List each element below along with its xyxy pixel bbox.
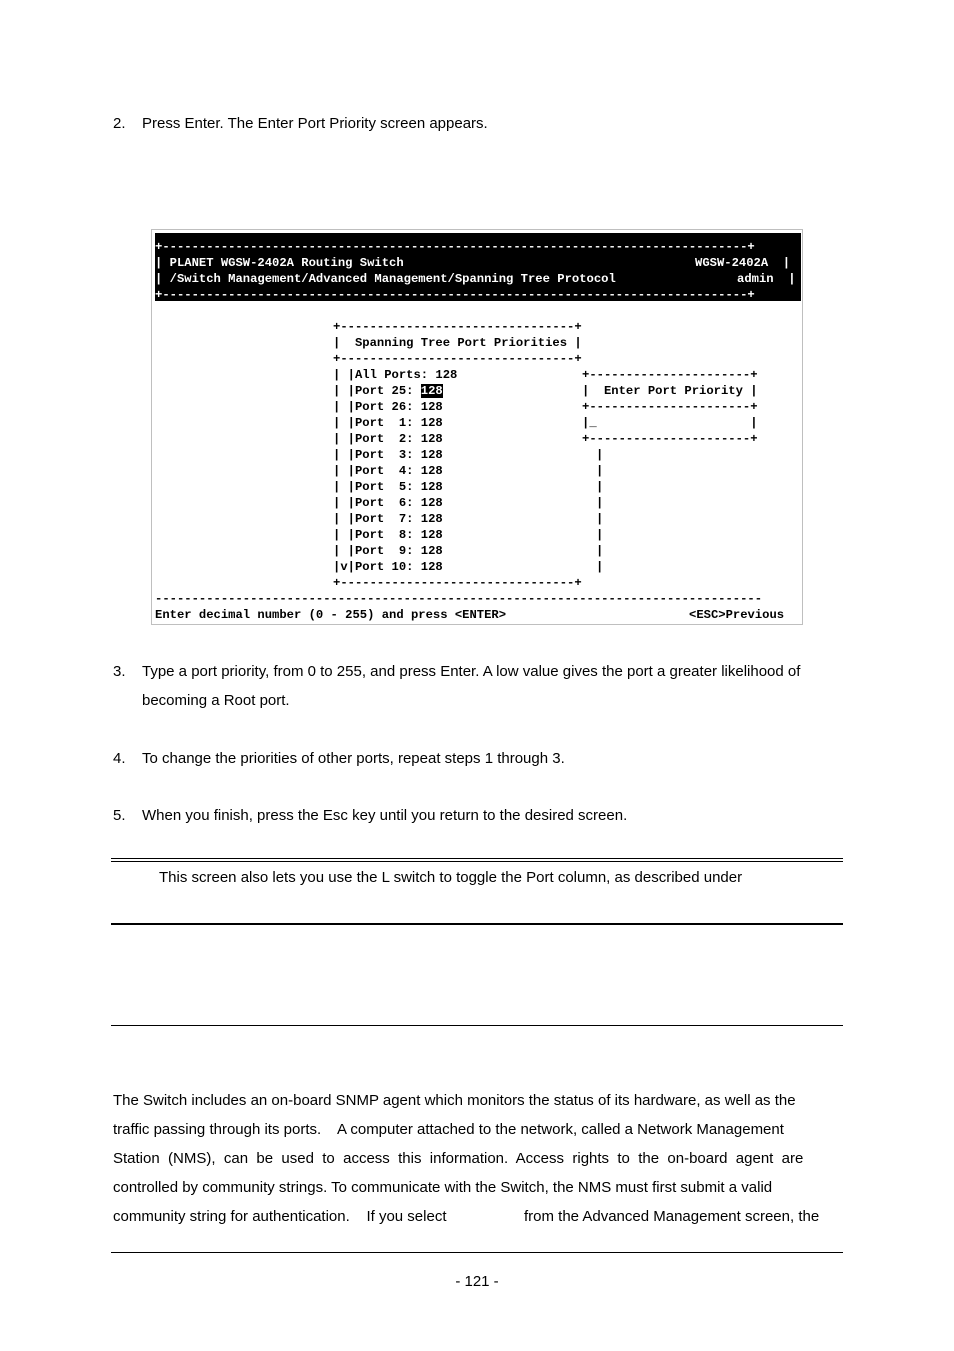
step-number: 5. [113, 807, 126, 824]
terminal-screenshot [151, 229, 803, 625]
header-user: admin | [737, 272, 796, 286]
all-ports-row[interactable]: | |All Ports: 128 [333, 368, 458, 382]
step-number: 2. [113, 115, 126, 132]
popup-stem: | [596, 528, 604, 542]
port-row[interactable]: | |Port 26: 128 [333, 400, 443, 414]
port-row[interactable]: | |Port 6: 128 [333, 496, 443, 510]
box-border-mid: +--------------------------------+ [333, 352, 582, 366]
snmp-paragraph [113, 1086, 841, 1231]
port-row[interactable]: | |Port 8: 128 [333, 528, 443, 542]
popup-border-bottom: +----------------------+ [582, 432, 758, 446]
header-title: | PLANET WGSW-2402A Routing Switch [155, 256, 404, 270]
page-number: - 121 - [455, 1273, 499, 1290]
note-rule-bottom [111, 923, 843, 925]
esc-previous[interactable]: <ESC>Previous [689, 608, 785, 622]
selected-value: 128 [420, 384, 443, 398]
port-label: | |Port 25: [333, 384, 421, 398]
snmp-line-last [113, 1202, 841, 1231]
port-row[interactable]: | |Port 1: 128 [333, 416, 443, 430]
popup-stem: | [596, 544, 604, 558]
section-rule [111, 1025, 843, 1026]
snmp-line: traffic passing through its ports. A computer attached to the network, called a Network Management [113, 1121, 784, 1138]
step-text: Press Enter. The Enter Port Priority screen appears. [142, 115, 488, 132]
footer-border: ----------------------------------------------------------------------------------- [155, 592, 763, 606]
port-row[interactable]: | |Port 5: 128 [333, 480, 443, 494]
port-row[interactable]: | |Port 2: 128 [333, 432, 443, 446]
popup-border-mid: +----------------------+ [582, 400, 758, 414]
snmp-line: The Switch includes an on-board SNMP agent which monitors the status of its hardware, as well as the [113, 1092, 796, 1109]
snmp-line: Station (NMS), can be used to access this information. Access rights to the on-board agent are [113, 1150, 804, 1167]
step-number: 4. [113, 750, 126, 767]
box-border-top: +--------------------------------+ [333, 320, 582, 334]
snmp-text: community string for authentication. If you select [113, 1208, 447, 1225]
port-row[interactable]: | |Port 9: 128 [333, 544, 443, 558]
port-row[interactable]: | |Port 7: 128 [333, 512, 443, 526]
snmp-text: from the Advanced Management screen, the [524, 1208, 820, 1225]
popup-border-top: +----------------------+ [582, 368, 758, 382]
popup-stem: | [596, 448, 604, 462]
note-rule-top-inner [111, 861, 843, 862]
step-text: Type a port priority, from 0 to 255, and press Enter. A low value gives the port a greater likelihood of becoming a Root port. [142, 663, 801, 709]
box-title: | Spanning Tree Port Priorities | [333, 336, 582, 350]
port-row[interactable]: |v|Port 10: 128 [333, 560, 443, 574]
port-row[interactable]: | |Port 4: 128 [333, 464, 443, 478]
popup-stem: | [596, 512, 604, 526]
header-path: | /Switch Management/Advanced Management/Spanning Tree Protocol [155, 272, 616, 286]
popup-title: | Enter Port Priority | [582, 384, 758, 398]
popup-stem: | [596, 480, 604, 494]
header-border-top: +--------------------------------------------------------------------------------+ [155, 240, 755, 254]
port-row-selected[interactable] [333, 383, 443, 399]
note-text: This screen also lets you use the L switch to toggle the Port column, as described under [159, 869, 743, 886]
snmp-line: controlled by community strings. To communicate with the Switch, the NMS must first submit a valid [113, 1179, 773, 1196]
port-row[interactable]: | |Port 3: 128 [333, 448, 443, 462]
footer-help: Enter decimal number (0 - 255) and press <ENTER> [155, 608, 507, 622]
footer-rule [111, 1252, 843, 1253]
note-rule-top [111, 858, 843, 859]
header-model: WGSW-2402A | [695, 256, 791, 270]
popup-stem: | [596, 560, 604, 574]
header-border-bottom: +--------------------------------------------------------------------------------+ [155, 288, 755, 302]
step-number: 3. [113, 663, 126, 680]
popup-stem: | [596, 464, 604, 478]
step-text: To change the priorities of other ports, repeat steps 1 through 3. [142, 750, 565, 767]
priority-input[interactable]: |_ | [582, 416, 758, 430]
box-border-bottom: +--------------------------------+ [333, 576, 582, 590]
popup-stem: | [596, 496, 604, 510]
step-text: When you finish, press the Esc key until you return to the desired screen. [142, 807, 628, 824]
